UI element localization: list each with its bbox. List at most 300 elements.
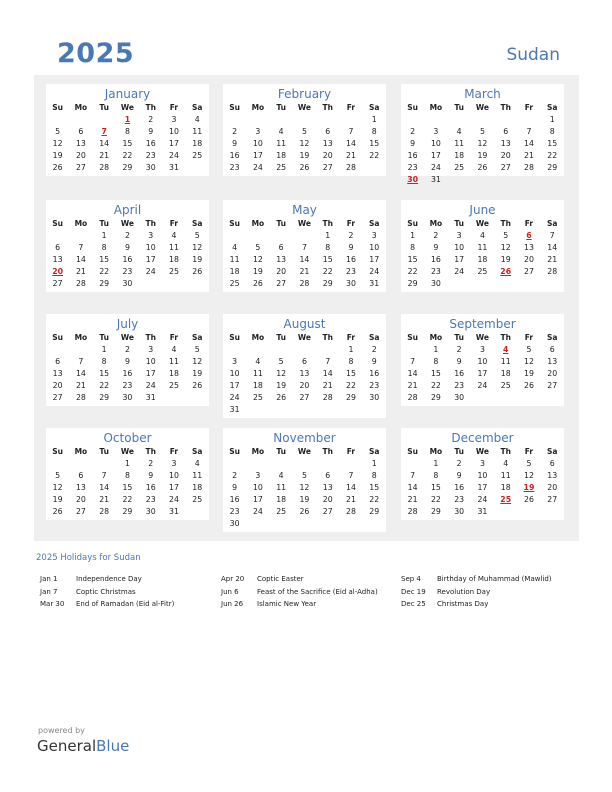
- holiday-list-item: [221, 573, 378, 586]
- day-cell: 13: [547, 471, 558, 480]
- month-title: April: [113, 203, 142, 217]
- week-row: [46, 242, 209, 254]
- day-cell: 27: [276, 279, 287, 288]
- day-cell: 8: [433, 357, 439, 366]
- week-row: [401, 470, 564, 482]
- day-cell: 15: [407, 255, 418, 264]
- day-cell: 14: [299, 255, 310, 264]
- weekday-label: Sa: [368, 333, 380, 342]
- holiday-name: Christmas Day: [437, 600, 489, 608]
- week-row: [223, 356, 386, 368]
- empty-day-cell: [270, 230, 293, 242]
- day-cell: 1: [433, 459, 439, 468]
- day-cell: 8: [101, 357, 107, 366]
- day-cell: 8: [124, 127, 130, 136]
- holiday-day: 6: [526, 231, 532, 240]
- empty-day-cell: [246, 404, 269, 416]
- day-cell: 2: [148, 115, 154, 124]
- day-cell: 29: [99, 279, 110, 288]
- weekday-label: Fr: [524, 219, 534, 228]
- day-cell: 17: [169, 139, 179, 148]
- weekday-label: Tu: [99, 447, 109, 456]
- holiday-day: 4: [502, 345, 509, 354]
- holiday-list-item: [401, 573, 552, 586]
- day-cell: 24: [477, 381, 488, 390]
- day-cell: 21: [75, 381, 86, 390]
- calendar-grid: [34, 75, 579, 541]
- empty-day-cell: [448, 114, 471, 126]
- day-cell: 21: [407, 381, 418, 390]
- weekday-label: Fr: [524, 333, 534, 342]
- day-cell: 23: [454, 495, 465, 504]
- weekday-label: Su: [229, 103, 240, 112]
- week-row: [223, 344, 386, 356]
- weekday-label: Mo: [251, 219, 265, 228]
- holiday-date: Sep 4: [401, 575, 421, 583]
- day-cell: 10: [169, 127, 179, 136]
- empty-day-cell: [471, 392, 494, 404]
- week-row: [223, 230, 386, 242]
- day-cell: 29: [346, 393, 356, 402]
- day-cell: 14: [99, 139, 110, 148]
- empty-day-cell: [494, 278, 517, 290]
- day-cell: 2: [348, 231, 354, 240]
- day-cell: 31: [169, 163, 179, 172]
- weekday-label: Fr: [169, 219, 179, 228]
- weekday-label: Su: [407, 447, 418, 456]
- day-cell: 13: [75, 483, 86, 492]
- week-row: [223, 518, 386, 530]
- weekday-label: Mo: [251, 447, 265, 456]
- day-cell: 17: [252, 151, 263, 160]
- weekday-label: We: [297, 447, 311, 456]
- day-cell: 12: [500, 243, 511, 252]
- week-row: [46, 506, 209, 518]
- empty-day-cell: [270, 344, 293, 356]
- day-cell: 15: [122, 483, 133, 492]
- weekday-label: Su: [52, 447, 63, 456]
- week-row: [223, 278, 386, 290]
- weekday-label: Mo: [429, 333, 443, 342]
- holiday-list-item: [401, 586, 552, 599]
- week-row: [401, 230, 564, 242]
- weekday-label: Sa: [191, 333, 203, 342]
- day-cell: 4: [479, 231, 485, 240]
- week-row: [401, 126, 564, 138]
- day-cell: 16: [346, 255, 356, 264]
- week-row: [401, 458, 564, 470]
- day-cell: 9: [348, 243, 354, 252]
- day-cell: 17: [252, 495, 263, 504]
- week-row: [401, 254, 564, 266]
- holiday-date: Dec 25: [401, 600, 426, 608]
- day-cell: 22: [430, 495, 441, 504]
- day-cell: 6: [78, 471, 84, 480]
- day-cell: 11: [454, 139, 465, 148]
- weekday-label: Mo: [74, 333, 88, 342]
- day-cell: 29: [430, 393, 441, 402]
- day-cell: 14: [322, 369, 333, 378]
- day-cell: 4: [194, 115, 200, 124]
- holiday-list-item: [40, 598, 174, 611]
- day-cell: 3: [479, 345, 485, 354]
- day-cell: 11: [500, 471, 511, 480]
- weekday-label: Su: [229, 447, 240, 456]
- empty-day-cell: [223, 344, 246, 356]
- day-cell: 7: [301, 243, 307, 252]
- week-row: [223, 266, 386, 278]
- day-cell: 15: [430, 369, 441, 378]
- day-cell: 10: [145, 357, 156, 366]
- weekday-header: [223, 218, 386, 230]
- day-cell: 10: [369, 243, 380, 252]
- day-cell: 25: [229, 279, 240, 288]
- day-cell: 12: [52, 139, 63, 148]
- weekday-label: Mo: [74, 103, 88, 112]
- week-row: [46, 368, 209, 380]
- day-cell: 19: [52, 495, 63, 504]
- week-row: [401, 278, 564, 290]
- day-cell: 21: [547, 255, 558, 264]
- day-cell: 16: [122, 369, 133, 378]
- weekday-label: We: [475, 103, 489, 112]
- day-cell: 13: [52, 255, 63, 264]
- day-cell: 29: [430, 507, 441, 516]
- day-cell: 3: [255, 471, 261, 480]
- week-row: [46, 150, 209, 162]
- day-cell: 11: [192, 127, 203, 136]
- empty-day-cell: [363, 518, 386, 530]
- day-cell: 24: [252, 163, 263, 172]
- day-cell: 29: [322, 279, 333, 288]
- holiday-date: Mar 30: [40, 600, 65, 608]
- day-cell: 5: [503, 231, 509, 240]
- empty-day-cell: [46, 344, 69, 356]
- month-title: August: [283, 317, 326, 331]
- day-cell: 5: [255, 243, 261, 252]
- weekday-label: Th: [322, 219, 333, 228]
- day-cell: 28: [75, 279, 86, 288]
- weekday-label: Th: [145, 447, 156, 456]
- day-cell: 30: [145, 163, 156, 172]
- week-row: [46, 494, 209, 506]
- day-cell: 3: [479, 459, 485, 468]
- day-cell: 7: [526, 127, 532, 136]
- day-cell: 10: [229, 369, 240, 378]
- week-row: [223, 150, 386, 162]
- day-cell: 5: [526, 345, 532, 354]
- day-cell: 22: [122, 151, 133, 160]
- day-cell: 20: [299, 381, 310, 390]
- day-cell: 30: [145, 507, 156, 516]
- day-cell: 2: [232, 127, 238, 136]
- day-cell: 14: [524, 139, 534, 148]
- day-cell: 27: [547, 495, 558, 504]
- day-cell: 13: [299, 369, 310, 378]
- week-row: [46, 356, 209, 368]
- day-cell: 14: [346, 139, 356, 148]
- day-cell: 6: [301, 357, 307, 366]
- empty-day-cell: [494, 174, 517, 186]
- week-row: [223, 392, 386, 404]
- day-cell: 21: [299, 267, 310, 276]
- month-title: November: [273, 431, 336, 445]
- day-cell: 28: [299, 279, 310, 288]
- day-cell: 17: [145, 255, 156, 264]
- powered-by-text: powered by: [38, 726, 85, 735]
- day-cell: 27: [547, 381, 558, 390]
- day-cell: 24: [145, 381, 156, 390]
- week-row: [401, 150, 564, 162]
- week-row: [401, 266, 564, 278]
- empty-day-cell: [293, 404, 316, 416]
- day-cell: 13: [276, 255, 287, 264]
- day-cell: 6: [549, 345, 555, 354]
- day-cell: 27: [322, 507, 333, 516]
- holiday-name: Coptic Christmas: [76, 587, 136, 596]
- day-cell: 22: [346, 381, 356, 390]
- day-cell: 1: [410, 231, 416, 240]
- weekday-label: We: [297, 219, 311, 228]
- day-cell: 22: [430, 381, 441, 390]
- week-row: [401, 174, 564, 186]
- day-cell: 1: [433, 345, 439, 354]
- day-cell: 24: [430, 163, 441, 172]
- day-cell: 8: [101, 243, 107, 252]
- day-cell: 13: [322, 483, 333, 492]
- day-cell: 19: [299, 495, 310, 504]
- weekday-label: Sa: [546, 103, 558, 112]
- holiday-name: Feast of the Sacrifice (Eid al-Adha): [257, 587, 378, 596]
- day-cell: 26: [252, 279, 263, 288]
- day-cell: 17: [477, 483, 488, 492]
- week-row: [401, 242, 564, 254]
- empty-day-cell: [494, 392, 517, 404]
- day-cell: 25: [252, 393, 263, 402]
- day-cell: 23: [407, 163, 418, 172]
- day-cell: 18: [192, 139, 203, 148]
- weekday-label: Fr: [169, 103, 179, 112]
- weekday-header: [401, 446, 564, 458]
- empty-day-cell: [471, 114, 494, 126]
- empty-day-cell: [162, 392, 185, 404]
- day-cell: 18: [169, 369, 179, 378]
- day-cell: 16: [430, 255, 441, 264]
- day-cell: 19: [52, 151, 63, 160]
- day-cell: 23: [346, 267, 356, 276]
- day-cell: 8: [433, 471, 439, 480]
- holiday-list-item: [221, 586, 378, 599]
- month-title: June: [469, 203, 496, 217]
- day-cell: 7: [410, 471, 416, 480]
- day-cell: 28: [524, 163, 534, 172]
- day-cell: 18: [500, 369, 511, 378]
- empty-day-cell: [517, 278, 540, 290]
- day-cell: 31: [229, 405, 240, 414]
- day-cell: 30: [229, 519, 240, 528]
- week-row: [46, 344, 209, 356]
- day-cell: 10: [252, 483, 263, 492]
- day-cell: 30: [122, 393, 133, 402]
- day-cell: 22: [99, 267, 110, 276]
- empty-day-cell: [186, 392, 209, 404]
- empty-day-cell: [246, 114, 269, 126]
- day-cell: 6: [78, 127, 84, 136]
- weekday-header: [46, 332, 209, 344]
- empty-day-cell: [93, 458, 116, 470]
- day-cell: 24: [477, 495, 488, 504]
- day-cell: 17: [430, 151, 441, 160]
- empty-day-cell: [316, 404, 339, 416]
- month-september: [401, 314, 564, 406]
- day-cell: 16: [229, 151, 240, 160]
- day-cell: 22: [99, 381, 110, 390]
- holidays-title: 2025 Holidays for Sudan: [36, 553, 141, 563]
- day-cell: 19: [500, 255, 511, 264]
- holiday-list-item: [221, 598, 378, 611]
- empty-day-cell: [139, 278, 162, 290]
- month-march: [401, 84, 564, 184]
- weekday-label: Sa: [546, 219, 558, 228]
- holiday-day: 19: [523, 483, 535, 492]
- weekday-label: Th: [500, 447, 511, 456]
- day-cell: 7: [410, 357, 416, 366]
- day-cell: 26: [276, 393, 287, 402]
- holiday-name: Revolution Day: [437, 587, 491, 596]
- holiday-date: Jan 7: [40, 587, 58, 596]
- day-cell: 12: [299, 483, 310, 492]
- day-cell: 23: [145, 151, 156, 160]
- weekday-label: Tu: [454, 103, 464, 112]
- weekday-header: [401, 332, 564, 344]
- brand-blue: Blue: [96, 737, 130, 755]
- day-cell: 4: [278, 471, 284, 480]
- weekday-label: Mo: [429, 447, 443, 456]
- weekday-label: Sa: [191, 447, 203, 456]
- day-cell: 7: [348, 471, 354, 480]
- weekday-label: Th: [322, 333, 333, 342]
- weekday-label: Sa: [368, 447, 380, 456]
- holiday-list-item: [40, 573, 174, 586]
- day-cell: 28: [346, 507, 356, 516]
- day-cell: 5: [194, 231, 200, 240]
- day-cell: 2: [410, 127, 416, 136]
- empty-day-cell: [339, 114, 362, 126]
- day-cell: 20: [547, 483, 558, 492]
- day-cell: 15: [99, 255, 110, 264]
- day-cell: 10: [169, 471, 179, 480]
- day-cell: 13: [500, 139, 511, 148]
- day-cell: 14: [75, 369, 86, 378]
- weekday-header: [223, 446, 386, 458]
- day-cell: 12: [192, 357, 203, 366]
- week-row: [223, 242, 386, 254]
- day-cell: 29: [547, 163, 558, 172]
- day-cell: 17: [229, 381, 240, 390]
- empty-day-cell: [471, 174, 494, 186]
- day-cell: 28: [547, 267, 558, 276]
- weekday-label: We: [297, 333, 311, 342]
- day-cell: 13: [524, 243, 534, 252]
- weekday-label: Sa: [368, 219, 380, 228]
- weekday-label: Tu: [454, 333, 464, 342]
- week-row: [223, 404, 386, 416]
- empty-day-cell: [246, 230, 269, 242]
- holiday-name: Coptic Easter: [257, 575, 304, 583]
- week-row: [46, 254, 209, 266]
- month-august: [223, 314, 386, 418]
- day-cell: 16: [229, 495, 240, 504]
- empty-day-cell: [69, 458, 92, 470]
- day-cell: 12: [524, 357, 534, 366]
- day-cell: 15: [346, 369, 356, 378]
- country-title: Sudan: [506, 45, 560, 65]
- day-cell: 21: [75, 267, 86, 276]
- weekday-header: [401, 102, 564, 114]
- week-row: [223, 254, 386, 266]
- day-cell: 29: [99, 393, 110, 402]
- week-row: [46, 162, 209, 174]
- day-cell: 25: [477, 267, 488, 276]
- weekday-label: Tu: [454, 219, 464, 228]
- day-cell: 30: [454, 393, 465, 402]
- day-cell: 2: [124, 231, 130, 240]
- day-cell: 14: [407, 483, 418, 492]
- empty-day-cell: [541, 506, 564, 518]
- day-cell: 21: [99, 495, 110, 504]
- day-cell: 8: [549, 127, 555, 136]
- day-cell: 27: [299, 393, 310, 402]
- day-cell: 6: [325, 127, 331, 136]
- day-cell: 11: [169, 243, 179, 252]
- day-cell: 8: [410, 243, 416, 252]
- day-cell: 26: [192, 267, 203, 276]
- empty-day-cell: [293, 230, 316, 242]
- day-cell: 15: [322, 255, 333, 264]
- day-cell: 28: [407, 507, 418, 516]
- day-cell: 2: [148, 459, 154, 468]
- weekday-header: [46, 218, 209, 230]
- day-cell: 24: [454, 267, 465, 276]
- weekday-label: Th: [145, 333, 156, 342]
- day-cell: 28: [99, 507, 110, 516]
- brand-logo[interactable]: [37, 737, 129, 755]
- weekday-label: Fr: [346, 219, 356, 228]
- day-cell: 21: [346, 151, 356, 160]
- day-cell: 9: [433, 243, 439, 252]
- day-cell: 16: [145, 139, 156, 148]
- weekday-label: Su: [52, 103, 63, 112]
- holiday-date: Dec 19: [401, 587, 426, 596]
- week-row: [46, 230, 209, 242]
- day-cell: 25: [192, 495, 203, 504]
- empty-day-cell: [316, 344, 339, 356]
- week-row: [401, 368, 564, 380]
- day-cell: 3: [171, 115, 177, 124]
- day-cell: 12: [477, 139, 488, 148]
- day-cell: 11: [192, 471, 203, 480]
- day-cell: 10: [477, 471, 488, 480]
- day-cell: 22: [322, 267, 333, 276]
- day-cell: 16: [407, 151, 418, 160]
- weekday-label: Tu: [454, 447, 464, 456]
- day-cell: 5: [526, 459, 532, 468]
- empty-day-cell: [270, 404, 293, 416]
- day-cell: 19: [524, 369, 534, 378]
- week-row: [223, 114, 386, 126]
- empty-day-cell: [186, 506, 209, 518]
- day-cell: 25: [276, 507, 287, 516]
